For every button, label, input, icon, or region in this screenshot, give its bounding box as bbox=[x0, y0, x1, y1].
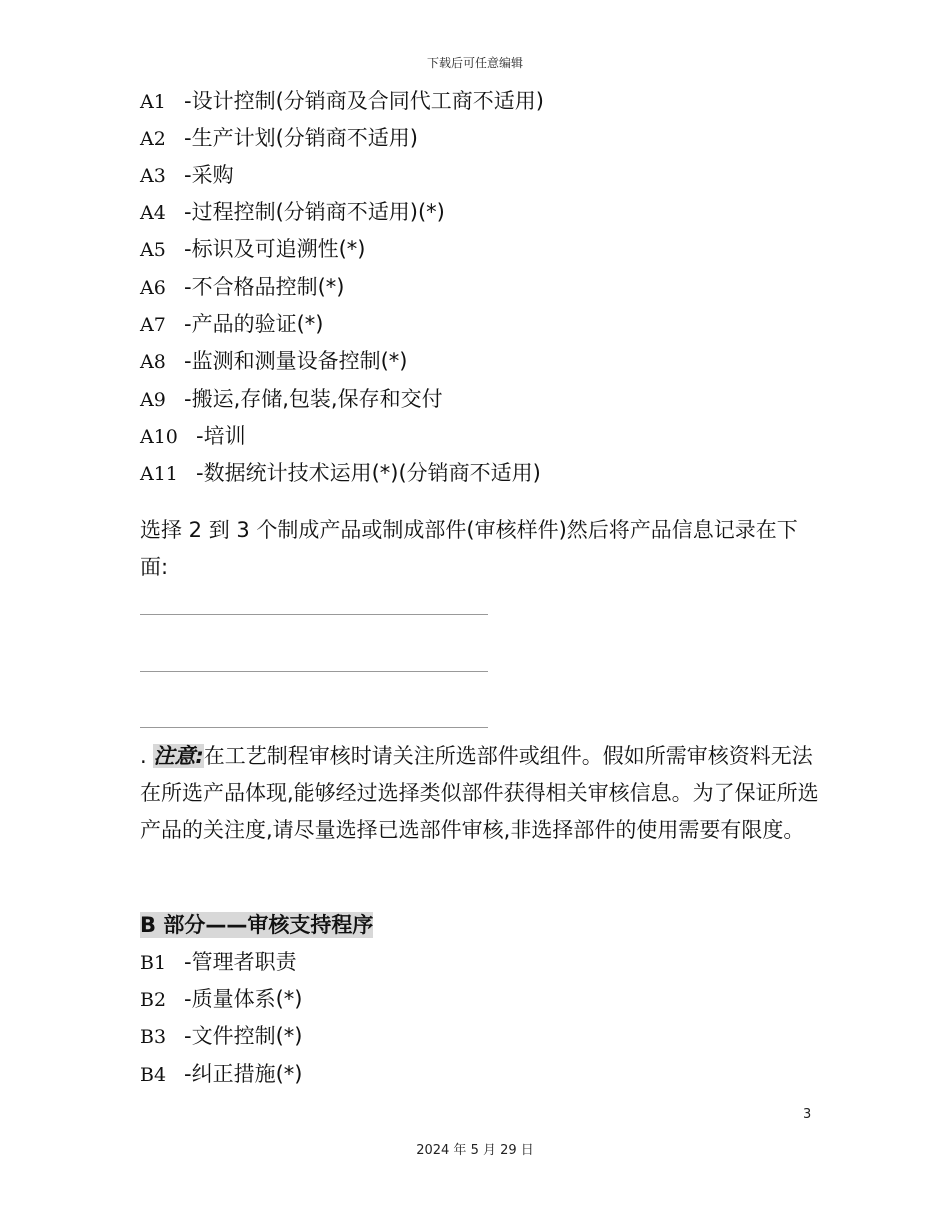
list-item-b4 bbox=[140, 1061, 302, 1088]
list-item-b3 bbox=[140, 1023, 302, 1050]
list-item-b1 bbox=[140, 949, 297, 976]
list-item-a2 bbox=[140, 125, 418, 152]
item-code: A4 bbox=[140, 202, 166, 224]
item-code: A5 bbox=[140, 239, 166, 261]
footer-date: 2024 年 5 月 29 日 bbox=[416, 1143, 534, 1158]
list-item-a1 bbox=[140, 88, 544, 115]
item-text: -搬运,存储,包装,保存和交付 bbox=[184, 387, 443, 411]
list-item-a11 bbox=[140, 460, 541, 487]
item-text: -监测和测量设备控制(*) bbox=[184, 349, 408, 373]
item-code: B4 bbox=[140, 1064, 167, 1086]
note-paragraph bbox=[140, 738, 820, 849]
item-text: -过程控制(分销商不适用)(*) bbox=[184, 200, 445, 224]
item-text: -生产计划(分销商不适用) bbox=[184, 126, 418, 150]
blank-fill-line-2[interactable] bbox=[140, 671, 488, 672]
list-item-a8 bbox=[140, 348, 407, 375]
item-code: A9 bbox=[140, 389, 166, 411]
item-text: -采购 bbox=[184, 163, 234, 187]
item-text: -培训 bbox=[196, 424, 246, 448]
list-item-a9 bbox=[140, 386, 443, 413]
item-text: -设计控制(分销商及合同代工商不适用) bbox=[184, 89, 544, 113]
item-code: B1 bbox=[140, 952, 167, 974]
blank-fill-line-1[interactable] bbox=[140, 614, 488, 615]
item-code: A7 bbox=[140, 314, 166, 336]
item-text: -标识及可追溯性(*) bbox=[184, 237, 366, 261]
item-code: A2 bbox=[140, 128, 166, 150]
note-prefix: . bbox=[140, 744, 154, 768]
item-code: B2 bbox=[140, 989, 167, 1011]
item-code: A3 bbox=[140, 165, 166, 187]
note-label: 注意: bbox=[153, 744, 204, 768]
page-number: 3 bbox=[803, 1107, 812, 1122]
list-item-a7 bbox=[140, 311, 323, 338]
item-text: -数据统计技术运用(*)(分销商不适用) bbox=[196, 461, 541, 485]
item-text: -质量体系(*) bbox=[184, 987, 303, 1011]
item-code: A11 bbox=[140, 463, 178, 485]
blank-fill-line-3[interactable] bbox=[140, 727, 488, 728]
list-item-a5 bbox=[140, 236, 365, 263]
item-code: A10 bbox=[140, 426, 178, 448]
item-text: -纠正措施(*) bbox=[184, 1062, 303, 1086]
section-b-heading: B 部分——审核支持程序 bbox=[140, 913, 374, 937]
item-code: A6 bbox=[140, 277, 166, 299]
list-item-b2 bbox=[140, 986, 302, 1013]
item-text: -产品的验证(*) bbox=[184, 312, 324, 336]
item-code: A1 bbox=[140, 91, 166, 113]
page-header: 下载后可任意编辑 bbox=[426, 56, 523, 70]
item-code: A8 bbox=[140, 351, 166, 373]
list-item-a4 bbox=[140, 199, 445, 226]
item-text: -不合格品控制(*) bbox=[184, 275, 345, 299]
item-code: B3 bbox=[140, 1026, 167, 1048]
item-text: -文件控制(*) bbox=[184, 1024, 303, 1048]
list-item-a3 bbox=[140, 162, 234, 189]
note-text: 在工艺制程审核时请关注所选部件或组件。假如所需审核资料无法在所选产品体现,能够经过选择类似部件获得相关审核信息。为了保证所选产品的关注度,请尽量选择已选部件审核,非选择部件的使用需要有限度。 bbox=[140, 744, 819, 842]
list-item-a6 bbox=[140, 274, 344, 301]
item-text: -管理者职责 bbox=[184, 950, 297, 974]
instruction-paragraph: 选择 2 到 3 个制成产品或制成部件(审核样件)然后将产品信息记录在下面: bbox=[140, 518, 798, 579]
list-item-a10 bbox=[140, 423, 246, 450]
